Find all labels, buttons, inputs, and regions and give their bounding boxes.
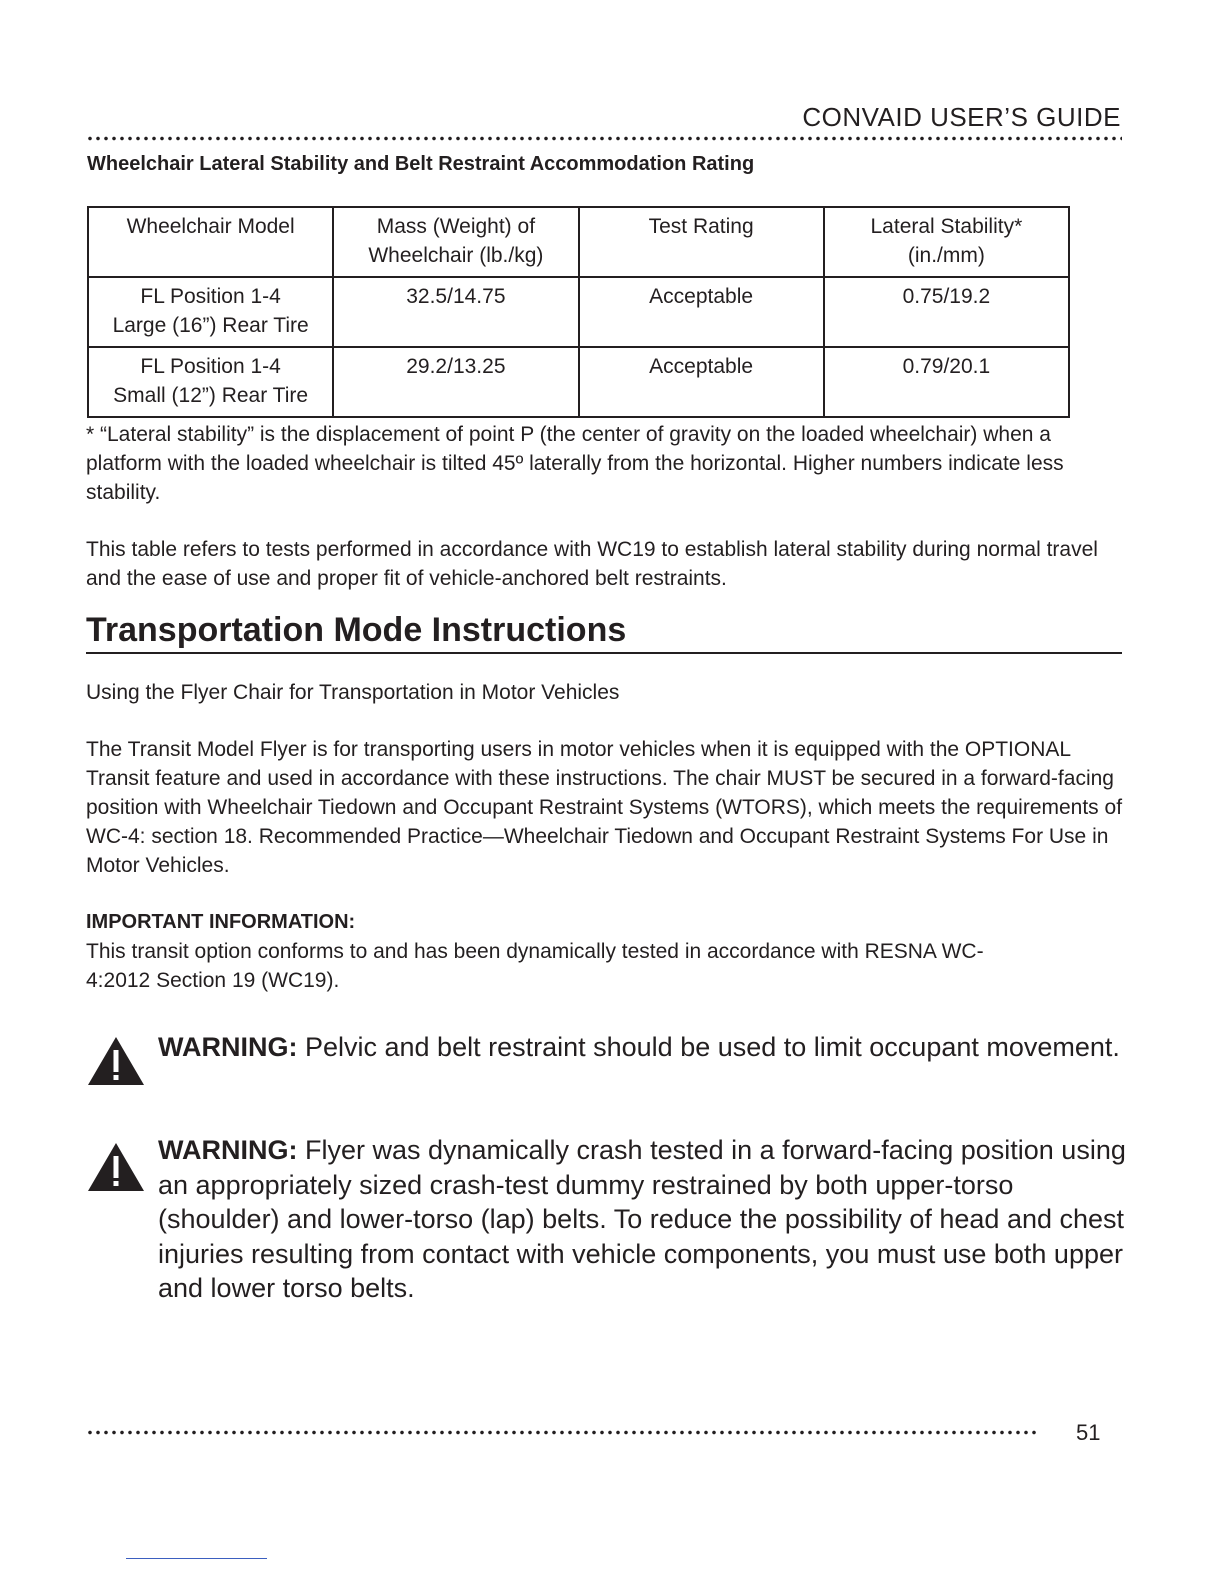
rating-section-title: Wheelchair Lateral Stability and Belt Restraint Accommodation Rating [87,153,755,175]
column-header-model-line1: Wheelchair Model [126,215,295,238]
warning-triangle-icon [86,1141,146,1193]
warning-message: Pelvic and belt restraint should be used to limit occupant movement. [297,1032,1120,1062]
cell-model-line2: Large (16”) Rear Tire [112,314,309,337]
cell-model-line1: FL Position 1-4 [140,285,281,308]
column-header-mass-line1: Mass (Weight) of [376,215,536,238]
cell-mass: 32.5/14.75 [333,277,578,347]
wc19-note-paragraph: This table refers to tests performed in accordance with WC19 to establish lateral stability during normal travel and the ease of use and proper fit of vehicle-anchored belt restraints. [86,538,1098,590]
important-info-text: This transit option conforms to and has been dynamically tested in accordance with RESNA WC-4:2012 Section 19 (WC19). [86,940,984,992]
column-header-model [88,207,333,277]
table-header-row [88,207,1069,277]
important-info-heading: IMPORTANT INFORMATION: [86,911,356,933]
warning-triangle-icon [86,1035,146,1087]
page-header-title: CONVAID USER’S GUIDE [802,102,1121,132]
column-header-stability-line2: (in./mm) [907,244,985,267]
page-number: 51 [1076,1420,1101,1445]
header-dotted-divider [86,136,1122,141]
column-header-stability-line1: Lateral Stability* [870,215,1023,238]
warning-block [86,1030,1126,1065]
cell-model [88,347,333,417]
transport-body-paragraph: The Transit Model Flyer is for transporting users in motor vehicles when it is equipped with the OPTIONAL Transit feature and used in accordance with these instructions. The chair MUST be secured in a forward-facing position with Wheelchair Tiedown and Occupant Restraint Systems (WTORS), which meets the requirements of WC-4: section 18. Recommended Practice—Wheelchair Tiedown and Occupant Restraint Systems For Use in Motor Vehicles. [86,738,1123,877]
cell-model-line2: Small (12”) Rear Tire [113,384,309,407]
column-header-rating [579,207,824,277]
bottom-rule-line [126,1558,267,1559]
transport-subtitle: Using the Flyer Chair for Transportation in Motor Vehicles [86,681,620,704]
cell-rating: Acceptable [579,347,824,417]
transport-section-title: Transportation Mode Instructions [86,608,1122,654]
column-header-mass-line2: Wheelchair (lb./kg) [368,244,544,267]
footer-dotted-divider [86,1430,1036,1435]
table-row [88,347,1069,417]
warning-label: WARNING: [158,1135,298,1165]
cell-model [88,277,333,347]
cell-mass: 29.2/13.25 [333,347,578,417]
cell-stability: 0.75/19.2 [824,277,1069,347]
table-row [88,277,1069,347]
warning-block [86,1133,1126,1306]
warning-label: WARNING: [158,1032,298,1062]
cell-stability: 0.79/20.1 [824,347,1069,417]
column-header-rating-line1: Test Rating [648,215,754,238]
rating-table [87,206,1070,418]
cell-model-line1: FL Position 1-4 [140,355,281,378]
column-header-stability [824,207,1069,277]
warning-message: Flyer was dynamically crash tested in a forward-facing position using an appropriately sized crash-test dummy restrained by both upper-torso (shoulder) and lower-torso (lap) belts. To reduce the possibility of head and chest injuries resulting from contact with vehicle components, you must use both upper and lower torso belts. [158,1135,1126,1303]
cell-rating: Acceptable [579,277,824,347]
warning-text [158,1030,1126,1065]
warning-text [158,1133,1126,1306]
lateral-stability-footnote: * “Lateral stability” is the displacement of point P (the center of gravity on the loaded wheelchair) when a platform with the loaded wheelchair is tilted 45º laterally from the horizontal. Higher numbers indicate less stability. [86,423,1064,504]
column-header-mass [333,207,578,277]
